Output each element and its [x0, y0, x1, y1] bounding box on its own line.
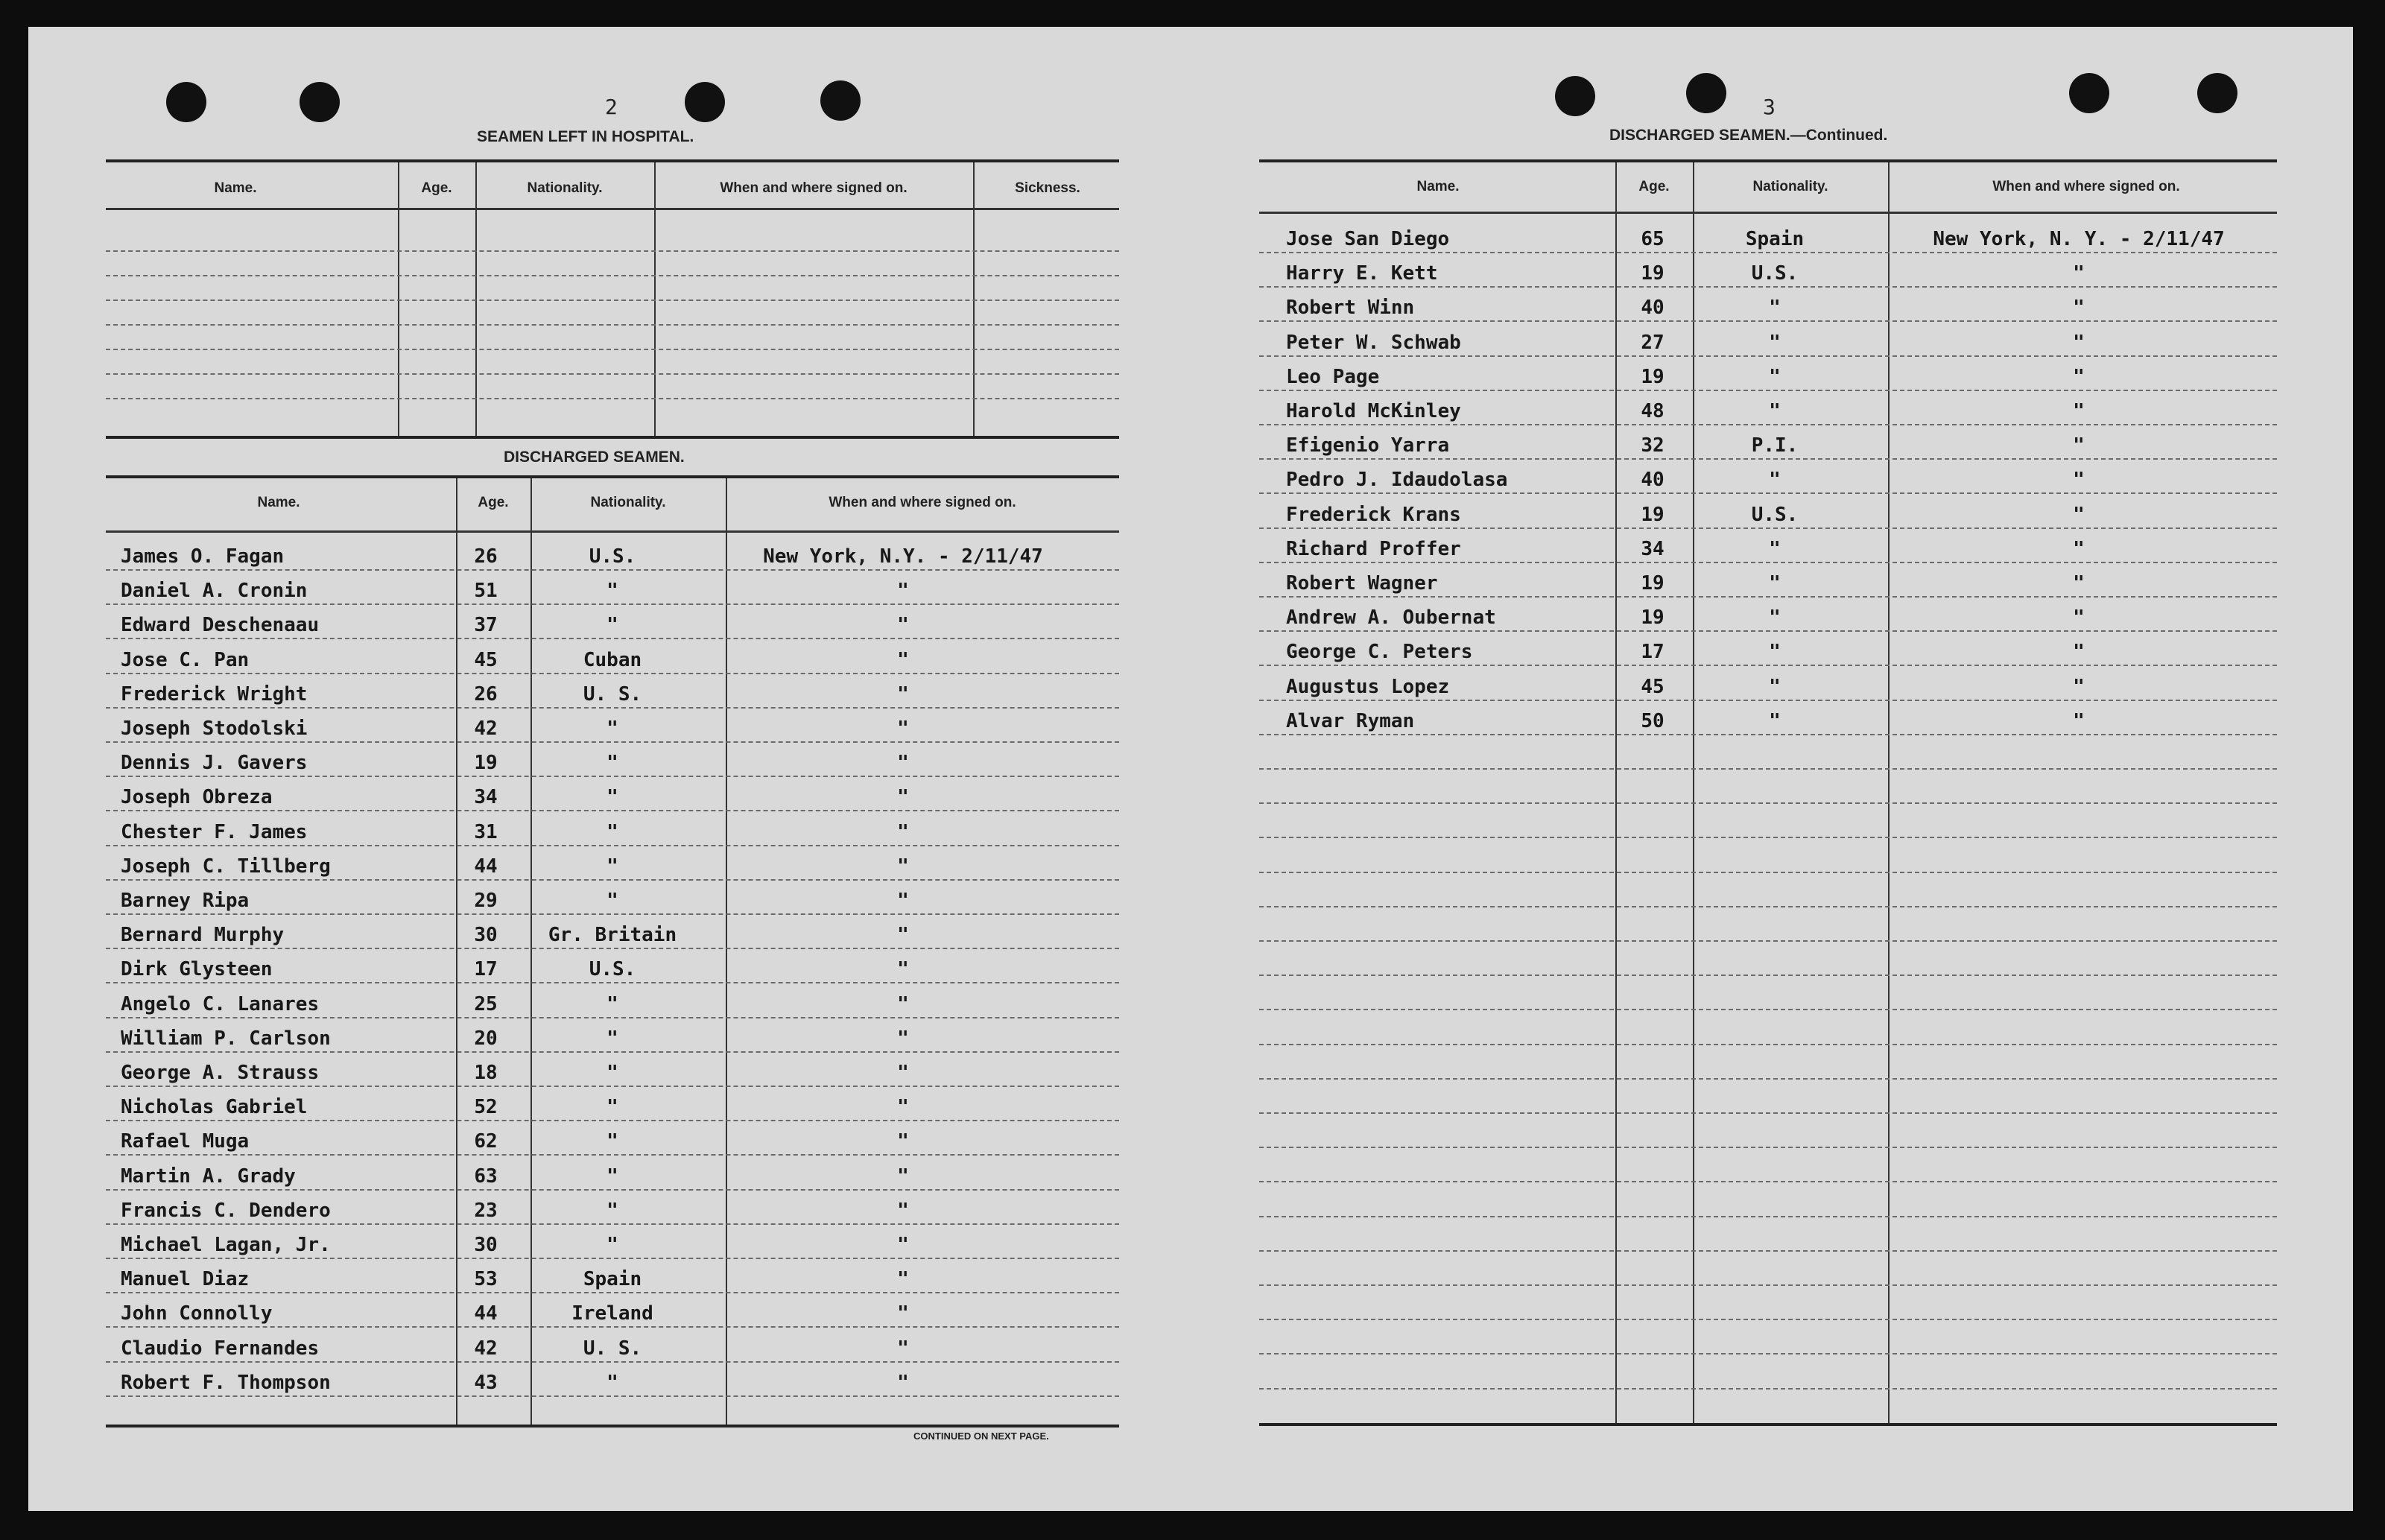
row-rule: [1259, 286, 2277, 288]
table-row-age: 19: [1641, 606, 1665, 630]
table-row-nationality: U. S.: [583, 1337, 642, 1360]
table-row-name: Peter W. Schwab: [1286, 331, 1461, 354]
table-row-name: Jose San Diego: [1286, 228, 1450, 250]
table-row-age: 42: [474, 1337, 498, 1360]
table-row-nationality: ": [1769, 297, 1781, 320]
table-row-age: 19: [1641, 365, 1665, 388]
table-row-age: 17: [474, 958, 498, 981]
row-rule: [1259, 630, 2277, 632]
table-row-name: Joseph Stodolski: [121, 717, 308, 740]
table-row-age: 40: [1641, 297, 1665, 320]
row-rule: [106, 948, 1119, 949]
row-rule: [106, 1326, 1119, 1328]
table-row-signed-on: ": [897, 924, 909, 947]
row-rule: [106, 845, 1119, 846]
table-row-signed-on: ": [897, 855, 909, 878]
table-row-signed-on: ": [897, 580, 909, 603]
table-row-age: 44: [474, 855, 498, 878]
table-row-nationality: ": [606, 1130, 618, 1153]
row-rule: [106, 913, 1119, 915]
row-rule: [1259, 596, 2277, 598]
table-row-signed-on: ": [2073, 606, 2085, 630]
row-rule: [106, 1017, 1119, 1018]
table-row-signed-on: ": [897, 1096, 909, 1119]
table-row-age: 51: [474, 580, 498, 603]
row-rule: [106, 324, 1119, 326]
table-row-name: Chester F. James: [121, 820, 308, 843]
table-row-age: 18: [474, 1062, 498, 1084]
row-rule: [106, 300, 1119, 301]
table-row-name: Robert F. Thompson: [121, 1371, 331, 1394]
row-rule: [1259, 1078, 2277, 1080]
table-row-age: 25: [474, 992, 498, 1015]
row-rule: [106, 673, 1119, 674]
binder-hole: [1686, 73, 1726, 113]
row-rule: [1259, 355, 2277, 357]
table-row-name: Nicholas Gabriel: [121, 1096, 308, 1119]
binder-hole: [1555, 76, 1595, 116]
row-rule: [106, 1051, 1119, 1053]
table-row-name: Alvar Ryman: [1286, 709, 1415, 732]
row-rule: [106, 707, 1119, 709]
table-row-nationality: Spain: [1745, 228, 1805, 250]
table-row-age: 37: [474, 614, 498, 637]
row-rule: [106, 373, 1119, 375]
row-rule: [106, 879, 1119, 881]
table-row-nationality: ": [1769, 675, 1781, 698]
binder-hole: [300, 82, 340, 122]
table-row-signed-on: ": [897, 1130, 909, 1153]
row-rule: [106, 1292, 1119, 1293]
table-row-signed-on: New York, N.Y. - 2/11/47: [763, 545, 1043, 568]
table-row-nationality: ": [606, 1062, 618, 1084]
table-row-signed-on: ": [897, 1337, 909, 1360]
table-row-name: Joseph C. Tillberg: [121, 855, 331, 878]
row-rule: [106, 1189, 1119, 1191]
table-row-nationality: ": [1769, 331, 1781, 354]
row-rule: [106, 250, 1119, 252]
table-row-name: Robert Winn: [1286, 297, 1415, 320]
table-row-nationality: ": [1769, 709, 1781, 732]
table-row-name: Jose C. Pan: [121, 648, 250, 671]
table-row-nationality: ": [1769, 400, 1781, 422]
row-rule: [1259, 320, 2277, 322]
table-row-signed-on: ": [897, 648, 909, 671]
table-row-nationality: Ireland: [571, 1302, 653, 1325]
table-row-name: Manuel Diaz: [121, 1268, 250, 1291]
table-row-nationality: U.S.: [1751, 262, 1799, 285]
table-row-nationality: Gr. Britain: [548, 924, 677, 947]
table-row-name: Joseph Obreza: [121, 786, 273, 809]
table-row-signed-on: ": [897, 1371, 909, 1394]
table-row-nationality: ": [606, 1371, 618, 1394]
table-row-nationality: ": [606, 1234, 618, 1256]
table-row-nationality: ": [1769, 641, 1781, 664]
table-row-name: Harold McKinley: [1286, 400, 1461, 422]
table-row-name: Martin A. Grady: [121, 1164, 296, 1188]
table-row-name: Claudio Fernandes: [121, 1337, 320, 1360]
table-row-age: 17: [1641, 641, 1665, 664]
table-row-nationality: ": [606, 580, 618, 603]
row-rule: [1259, 940, 2277, 942]
table-row-nationality: ": [1769, 469, 1781, 492]
row-rule: [106, 1258, 1119, 1259]
table-row-nationality: ": [606, 855, 618, 878]
table-row-signed-on: ": [2073, 537, 2085, 560]
table-row-age: 26: [474, 545, 498, 568]
table-row-age: 34: [474, 786, 498, 809]
table-row-name: Angelo C. Lanares: [121, 992, 320, 1015]
table-row-nationality: U.S.: [1751, 503, 1799, 526]
row-rule: [106, 1395, 1119, 1397]
table-row-name: Dirk Glysteen: [121, 958, 273, 981]
continued-header-nationality: Nationality.: [1752, 179, 1828, 194]
row-rule: [1259, 1147, 2277, 1148]
table-row-name: Efigenio Yarra: [1286, 434, 1450, 457]
table-row-name: Barney Ripa: [121, 890, 250, 912]
row-rule: [106, 569, 1119, 571]
continued-note: CONTINUED ON NEXT PAGE.: [913, 1430, 1049, 1442]
hospital-header-age: Age.: [421, 180, 452, 196]
table-row-name: Francis C. Dendero: [121, 1199, 331, 1222]
table-row-name: Andrew A. Oubernat: [1286, 606, 1496, 630]
discharged-continued-title: DISCHARGED SEAMEN.—Continued.: [1609, 127, 1888, 144]
hospital-header-signed-on: When and where signed on.: [720, 180, 908, 196]
table-row-signed-on: ": [897, 614, 909, 637]
table-row-name: Daniel A. Cronin: [121, 580, 308, 603]
table-row-signed-on: ": [2073, 675, 2085, 698]
table-row-signed-on: ": [2073, 434, 2085, 457]
row-rule: [106, 741, 1119, 743]
table-row-age: 31: [474, 820, 498, 843]
continued-header-signed-on: When and where signed on.: [1992, 179, 2180, 194]
table-row-nationality: P.I.: [1751, 434, 1799, 457]
table-row-age: 63: [474, 1164, 498, 1188]
row-rule: [1259, 872, 2277, 873]
row-rule: [106, 1086, 1119, 1087]
table-row-signed-on: ": [897, 1234, 909, 1256]
table-row-age: 20: [474, 1027, 498, 1050]
row-rule: [1259, 390, 2277, 391]
continued-header-age: Age.: [1638, 179, 1670, 194]
table-row-age: 19: [1641, 262, 1665, 285]
table-row-name: Harry E. Kett: [1286, 262, 1438, 285]
table-row-name: Pedro J. Idaudolasa: [1286, 469, 1508, 492]
table-row-signed-on: ": [2073, 572, 2085, 595]
table-row-nationality: ": [606, 992, 618, 1015]
row-rule: [106, 275, 1119, 276]
table-row-signed-on: ": [897, 958, 909, 981]
row-rule: [106, 810, 1119, 811]
table-row-nationality: Spain: [583, 1268, 642, 1291]
row-rule: [1259, 1044, 2277, 1045]
page-number-left: 2: [605, 95, 618, 119]
row-rule: [1259, 458, 2277, 460]
row-rule: [1259, 1112, 2277, 1114]
table-row-name: Augustus Lopez: [1286, 675, 1450, 698]
binder-hole: [685, 82, 725, 122]
table-row-nationality: ": [1769, 537, 1781, 560]
table-row-name: William P. Carlson: [121, 1027, 331, 1050]
continued-header-name: Name.: [1416, 179, 1460, 194]
table-row-signed-on: ": [897, 786, 909, 809]
table-row-age: 19: [474, 752, 498, 775]
binder-hole: [2069, 73, 2109, 113]
page-number-right: 3: [1763, 95, 1776, 119]
table-row-nationality: ": [606, 1096, 618, 1119]
row-rule: [1259, 527, 2277, 529]
table-row-name: Frederick Krans: [1286, 503, 1461, 526]
table-row-signed-on: ": [897, 992, 909, 1015]
table-row-age: 27: [1641, 331, 1665, 354]
hospital-header-nationality: Nationality.: [527, 180, 603, 196]
table-row-nationality: ": [606, 614, 618, 637]
discharged-header-age: Age.: [478, 495, 509, 510]
table-row-name: John Connolly: [121, 1302, 273, 1325]
table-row-age: 32: [1641, 434, 1665, 457]
row-rule: [1259, 734, 2277, 735]
table-row-signed-on: ": [897, 820, 909, 843]
row-rule: [1259, 424, 2277, 425]
discharged-header-name: Name.: [257, 495, 300, 510]
table-row-signed-on: ": [897, 1199, 909, 1222]
table-row-name: Dennis J. Gavers: [121, 752, 308, 775]
row-rule: [106, 1154, 1119, 1156]
table-row-age: 44: [474, 1302, 498, 1325]
table-row-signed-on: ": [2073, 709, 2085, 732]
table-row-signed-on: ": [2073, 400, 2085, 422]
table-row-nationality: ": [606, 1199, 618, 1222]
table-row-nationality: ": [1769, 572, 1781, 595]
table-row-name: George A. Strauss: [121, 1062, 320, 1084]
row-rule: [1259, 492, 2277, 494]
row-rule: [106, 1223, 1119, 1225]
row-rule: [1259, 700, 2277, 701]
table-row-age: 34: [1641, 537, 1665, 560]
row-rule: [1259, 1284, 2277, 1286]
table-row-nationality: ": [606, 752, 618, 775]
discharged-section-title: DISCHARGED SEAMEN.: [504, 449, 685, 466]
table-row-age: 23: [474, 1199, 498, 1222]
table-row-age: 52: [474, 1096, 498, 1119]
table-row-nationality: ": [606, 890, 618, 912]
table-row-name: Robert Wagner: [1286, 572, 1438, 595]
table-row-signed-on: ": [897, 717, 909, 740]
table-row-age: 30: [474, 924, 498, 947]
row-rule: [106, 349, 1119, 350]
table-row-signed-on: ": [897, 1268, 909, 1291]
binder-hole: [166, 82, 206, 122]
table-row-age: 30: [474, 1234, 498, 1256]
row-rule: [1259, 1250, 2277, 1252]
table-row-name: Richard Proffer: [1286, 537, 1461, 560]
table-row-age: 65: [1641, 228, 1665, 250]
table-row-signed-on: ": [897, 1164, 909, 1188]
table-row-nationality: U.S.: [589, 958, 636, 981]
row-rule: [1259, 837, 2277, 838]
table-row-signed-on: ": [2073, 469, 2085, 492]
table-row-signed-on: ": [897, 682, 909, 706]
table-row-nationality: ": [606, 1027, 618, 1050]
table-row-age: 40: [1641, 469, 1665, 492]
table-row-age: 42: [474, 717, 498, 740]
table-row-name: Frederick Wright: [121, 682, 308, 706]
row-rule: [1259, 1388, 2277, 1390]
row-rule: [1259, 1319, 2277, 1320]
row-rule: [1259, 802, 2277, 804]
table-row-nationality: ": [606, 820, 618, 843]
table-row-signed-on: ": [2073, 641, 2085, 664]
table-row-age: 48: [1641, 400, 1665, 422]
table-row-name: George C. Peters: [1286, 641, 1473, 664]
table-row-nationality: Cuban: [583, 648, 642, 671]
table-row-age: 26: [474, 682, 498, 706]
hospital-header-sickness: Sickness.: [1015, 180, 1080, 196]
table-row-signed-on: ": [2073, 297, 2085, 320]
table-row-signed-on: ": [2073, 503, 2085, 526]
row-rule: [1259, 1353, 2277, 1354]
row-rule: [106, 638, 1119, 639]
row-rule: [106, 982, 1119, 983]
row-rule: [1259, 252, 2277, 253]
table-row-signed-on: ": [2073, 262, 2085, 285]
table-row-name: James O. Fagan: [121, 545, 285, 568]
table-row-nationality: ": [1769, 365, 1781, 388]
table-row-age: 62: [474, 1130, 498, 1153]
row-rule: [1259, 906, 2277, 907]
table-row-age: 45: [1641, 675, 1665, 698]
row-rule: [1259, 562, 2277, 563]
table-row-name: Leo Page: [1286, 365, 1380, 388]
table-row-nationality: ": [1769, 606, 1781, 630]
row-rule: [106, 1120, 1119, 1121]
row-rule: [106, 776, 1119, 777]
row-rule: [106, 398, 1119, 399]
row-rule: [1259, 768, 2277, 770]
table-row-nationality: ": [606, 786, 618, 809]
table-row-signed-on: ": [897, 1302, 909, 1325]
table-row-name: Edward Deschenaau: [121, 614, 320, 637]
table-row-signed-on: New York, N. Y. - 2/11/47: [1933, 228, 2225, 250]
table-row-signed-on: ": [897, 1062, 909, 1084]
table-row-age: 19: [1641, 572, 1665, 595]
table-row-signed-on: ": [897, 752, 909, 775]
table-row-age: 45: [474, 648, 498, 671]
table-row-name: Bernard Murphy: [121, 924, 285, 947]
table-row-nationality: U. S.: [583, 682, 642, 706]
table-row-signed-on: ": [2073, 365, 2085, 388]
row-rule: [1259, 975, 2277, 976]
discharged-header-signed-on: When and where signed on.: [829, 495, 1016, 510]
table-row-name: Michael Lagan, Jr.: [121, 1234, 331, 1256]
table-row-age: 50: [1641, 709, 1665, 732]
table-row-age: 29: [474, 890, 498, 912]
row-rule: [1259, 1216, 2277, 1217]
row-rule: [1259, 1009, 2277, 1010]
row-rule: [106, 1361, 1119, 1363]
binder-hole: [2197, 73, 2237, 113]
row-rule: [1259, 665, 2277, 666]
table-row-age: 53: [474, 1268, 498, 1291]
table-row-signed-on: ": [2073, 331, 2085, 354]
table-row-age: 19: [1641, 503, 1665, 526]
table-row-nationality: ": [606, 1164, 618, 1188]
row-rule: [1259, 1181, 2277, 1182]
hospital-section-title: SEAMEN LEFT IN HOSPITAL.: [477, 128, 694, 145]
hospital-header-name: Name.: [214, 180, 257, 196]
binder-hole: [820, 80, 861, 121]
table-row-nationality: U.S.: [589, 545, 636, 568]
discharged-header-nationality: Nationality.: [590, 495, 666, 510]
table-row-signed-on: ": [897, 890, 909, 912]
table-row-nationality: ": [606, 717, 618, 740]
table-row-name: Rafael Muga: [121, 1130, 250, 1153]
table-row-signed-on: ": [897, 1027, 909, 1050]
row-rule: [106, 603, 1119, 605]
table-row-age: 43: [474, 1371, 498, 1394]
